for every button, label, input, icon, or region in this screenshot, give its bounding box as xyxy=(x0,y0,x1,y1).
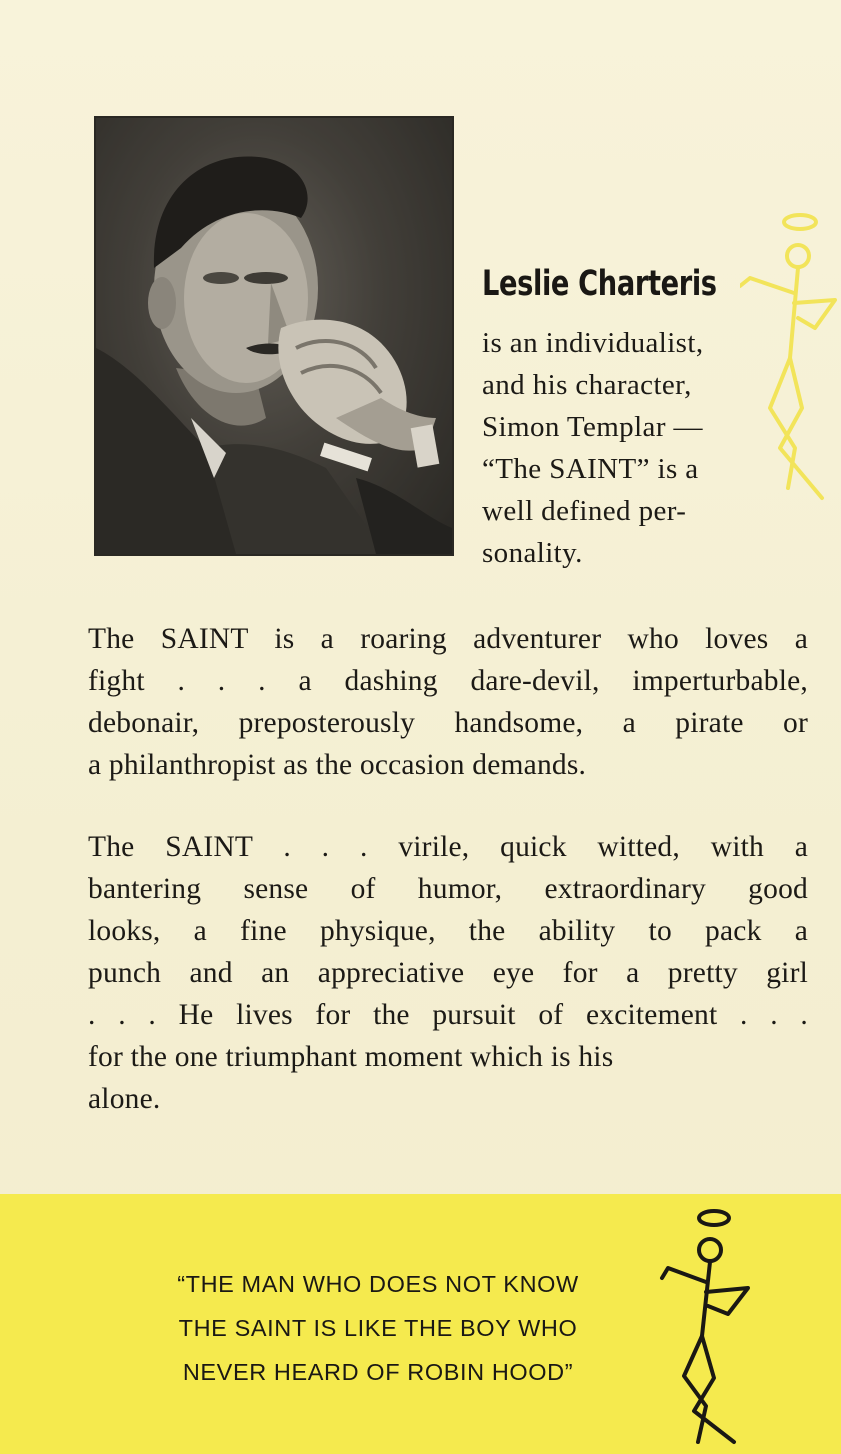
author-name-heading: Leslie Charteris xyxy=(482,264,717,304)
paragraph-line: The SAINT . . . virile, quick witted, with a xyxy=(88,831,808,863)
saint-stick-figure-dark-icon xyxy=(650,1206,760,1446)
paragraph-line: bantering sense of humor, extraordinary good xyxy=(88,873,808,905)
paragraph-line: looks, a fine physique, the ability to pack a xyxy=(88,915,808,947)
paragraph-line: a philanthropist as the occasion demands. xyxy=(88,749,587,781)
paragraph-line: debonair, preposterously handsome, a pirate or xyxy=(88,707,808,739)
paragraph-line: fight . . . a dashing dare-devil, imperturbable, xyxy=(88,665,808,697)
description-paragraph-1 xyxy=(88,618,808,786)
description-paragraph-2 xyxy=(88,826,808,1120)
quote-line: “THE MAN WHO DOES NOT KNOW xyxy=(177,1271,579,1297)
author-portrait-photo xyxy=(94,116,454,556)
paragraph-line: for the one triumphant moment which is his xyxy=(88,1041,614,1073)
paragraph-line: The SAINT is a roaring adventurer who loves a xyxy=(88,623,808,655)
quote-block xyxy=(140,1262,616,1394)
quote-line: THE SAINT IS LIKE THE BOY WHO xyxy=(178,1315,578,1341)
quote-line: NEVER HEARD OF ROBIN HOOD” xyxy=(182,1359,574,1385)
portrait-drawing xyxy=(96,118,452,554)
paragraph-line: punch and an appreciative eye for a pretty girl xyxy=(88,957,808,989)
saint-stick-figure-icon xyxy=(740,208,841,508)
intro-line: Simon Templar — xyxy=(482,411,703,443)
intro-line: is an individualist, xyxy=(482,327,704,359)
intro-line: and his character, xyxy=(482,369,692,401)
intro-line: sonality. xyxy=(482,537,583,569)
intro-line: “The SAINT” is a xyxy=(482,453,699,485)
paragraph-line: . . . He lives for the pursuit of excitement . . . xyxy=(88,999,808,1031)
author-intro xyxy=(482,322,703,574)
paragraph-line: alone. xyxy=(88,1083,161,1115)
intro-line: well defined per- xyxy=(482,495,687,527)
